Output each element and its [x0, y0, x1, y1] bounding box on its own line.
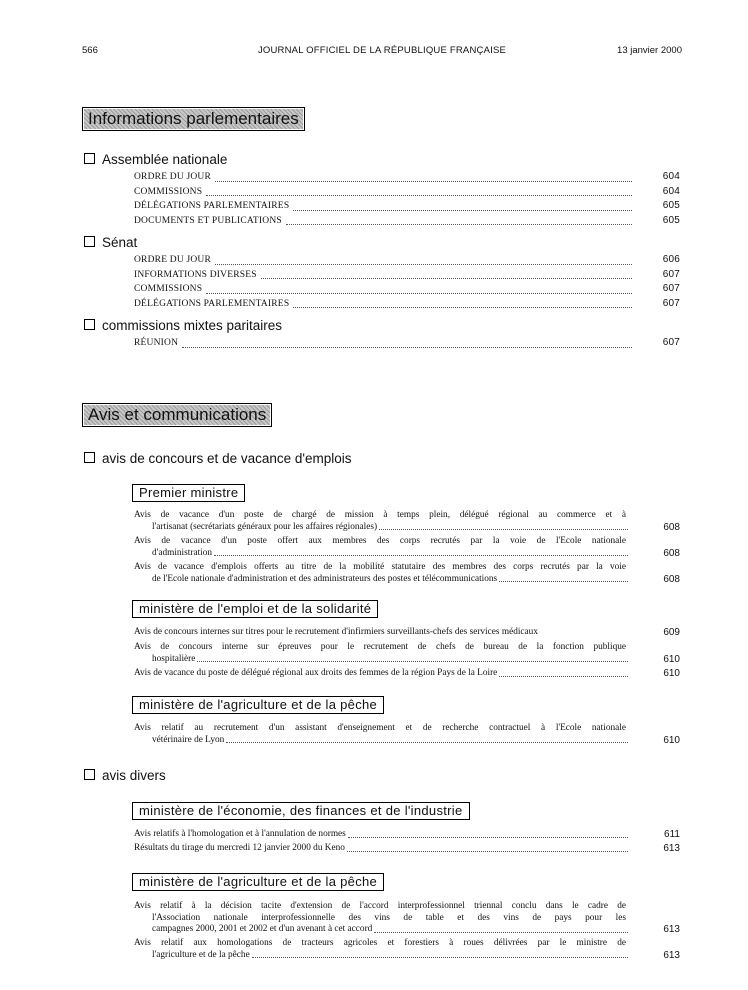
toc-page: 605 [662, 214, 680, 226]
toc-row[interactable] [134, 268, 680, 283]
entry-page: 611 [664, 829, 680, 840]
entry-line: Avis de concours internes sur titres pour le recrutement d'infirmiers surveillants-chefs des services médicaux [134, 627, 538, 637]
entry[interactable] [134, 843, 680, 855]
toc-label: DÉLÉGATIONS PARLEMENTAIRES [134, 201, 290, 211]
toc-label: COMMISSIONS [134, 284, 203, 294]
toc-page: 604 [662, 171, 680, 182]
toc-label: COMMISSIONS [134, 186, 203, 197]
toc-page: 607 [662, 337, 680, 348]
entry-line: hospitalière [152, 653, 196, 664]
heading-text: commissions mixtes paritaires [102, 318, 283, 333]
running-header [82, 45, 682, 59]
entry-page: 610 [663, 734, 680, 746]
checkbox-square-icon [84, 769, 95, 780]
dot-leader [499, 581, 628, 582]
checkbox-square-icon [84, 153, 95, 164]
entry-line: Avis de vacance d'emplois offerts au titre de la mobilité statutaire des membres des corps recrutés par la voie [134, 562, 626, 572]
entry-line: Avis de vacance du poste de délégué régional aux droits des femmes de la région Pays de la Loire [134, 668, 498, 678]
entry[interactable] [134, 901, 680, 936]
ministry-agriculture-peche: ministère de l'agriculture et de la pêche [132, 696, 384, 714]
toc-page: 604 [662, 185, 680, 197]
toc-row[interactable] [134, 199, 680, 214]
page-number: 566 [82, 45, 98, 56]
toc-row[interactable] [134, 297, 680, 312]
toc-row[interactable] [134, 214, 680, 229]
dot-leader [293, 210, 632, 211]
ministry-economie-finances: ministère de l'économie, des finances et de l'industrie [132, 802, 470, 820]
toc-row[interactable] [134, 282, 680, 297]
dot-leader [347, 851, 628, 852]
toc-label: RÉUNION [134, 338, 179, 348]
entry[interactable] [134, 627, 680, 639]
entry-line: Avis de concours interne sur épreuves pour le recrutement de chefs de bureau de la fonction publique [134, 642, 626, 652]
entry-page: 613 [663, 949, 680, 961]
entry-page: 609 [663, 627, 680, 638]
toc-label: ORDRE DU JOUR [134, 172, 212, 182]
entry-line: de l'Ecole nationale d'administration et des administrateurs des postes et télécommunications [152, 573, 498, 584]
dot-leader [206, 195, 632, 196]
heading-commissions-mixtes [84, 318, 282, 334]
entry-line: Avis relatifs à l'homologation et à l'annulation de normes [134, 829, 346, 839]
entry-line: campagnes 2000, 2001 et 2002 et d'un avenant à cet accord [152, 924, 373, 934]
dot-leader [214, 555, 628, 556]
toc-assemblee-nationale [134, 170, 680, 228]
dot-leader [182, 347, 632, 348]
toc-senat [134, 253, 680, 311]
heading-text: avis de concours et de vacance d'emplois [102, 451, 352, 466]
dot-leader [206, 293, 632, 294]
heading-concours [84, 451, 351, 467]
dot-leader [286, 224, 632, 225]
journal-title: JOURNAL OFFICIEL DE LA RÉPUBLIQUE FRANÇAISE [257, 45, 507, 56]
entry-page: 613 [663, 924, 680, 935]
ministry-premier-ministre: Premier ministre [132, 484, 245, 502]
entry[interactable] [134, 723, 680, 746]
heading-senat [84, 235, 137, 251]
entry-line: Avis de vacance d'un poste de chargé de mission à temps plein, délégué régional au commerce et à [134, 510, 626, 520]
entry[interactable] [134, 829, 680, 841]
dot-leader [226, 742, 628, 743]
toc-row[interactable] [134, 170, 680, 185]
dot-leader [374, 932, 628, 933]
toc-page: 607 [662, 268, 680, 280]
toc-label: DOCUMENTS ET PUBLICATIONS [134, 215, 282, 226]
entry-line: Résultats du tirage du mercredi 12 janvier 2000 du Keno [134, 843, 345, 853]
dot-leader [215, 264, 632, 265]
entry[interactable] [134, 642, 680, 665]
toc-page: 607 [662, 297, 680, 309]
entry-line: Avis de vacance d'un poste offert aux membres des corps recrutés par la voie de l'Ecole nationale [134, 536, 626, 546]
section-band-parlementaires: Informations parlementaires [82, 107, 305, 131]
checkbox-square-icon [84, 319, 95, 330]
entry-page: 608 [663, 547, 680, 559]
entry-line: Avis relatif au recrutement d'un assistant d'enseignement et de recherche contractuel à l'Ecole nationale [134, 723, 626, 733]
dot-leader [499, 676, 628, 677]
entry-line: d'administration [152, 547, 213, 558]
ministry-agriculture-peche: ministère de l'agriculture et de la pêche [132, 873, 384, 891]
entry-page: 613 [663, 843, 680, 854]
entry[interactable] [134, 562, 680, 585]
dot-leader [215, 181, 632, 182]
entry-page: 608 [663, 521, 680, 533]
ministry-emploi-solidarite: ministère de l'emploi et de la solidarité [132, 600, 378, 618]
dot-leader [197, 661, 628, 662]
dot-leader [261, 278, 632, 279]
toc-row[interactable] [134, 253, 680, 268]
entry[interactable] [134, 938, 680, 961]
toc-label: DÉLÉGATIONS PARLEMENTAIRES [134, 298, 290, 309]
dot-leader [293, 307, 632, 308]
heading-text: avis divers [102, 768, 166, 783]
entry-line: l'agriculture et de la pêche [152, 949, 250, 960]
entry[interactable] [134, 536, 680, 559]
dot-leader [348, 837, 628, 838]
dot-leader [379, 529, 628, 530]
entry-line: Avis relatif aux homologations de tracteurs agricoles et forestiers à roues délivrées par le ministre de [134, 938, 626, 948]
heading-text: Assemblée nationale [102, 152, 228, 167]
section-band-avis: Avis et communications [82, 403, 272, 427]
toc-page: 607 [662, 283, 680, 294]
checkbox-square-icon [84, 236, 95, 247]
entry[interactable] [134, 668, 680, 680]
entry-page: 608 [663, 573, 680, 585]
entry-page: 610 [663, 668, 680, 679]
toc-label: INFORMATIONS DIVERSES [134, 269, 257, 280]
entry[interactable] [134, 510, 680, 533]
heading-avis-divers [84, 768, 166, 784]
checkbox-square-icon [84, 452, 95, 463]
issue-date: 13 janvier 2000 [617, 45, 682, 56]
entry-page: 610 [663, 653, 680, 665]
entry-line: l'Association nationale interprofessionnelle des vins de table et des vins de pays pour les [152, 912, 626, 923]
dot-leader [252, 957, 628, 958]
heading-assemblee-nationale [84, 152, 227, 168]
toc-commissions-mixtes [134, 336, 680, 351]
toc-row[interactable] [134, 336, 680, 351]
toc-page: 606 [662, 254, 680, 265]
entry-line: vétérinaire de Lyon [152, 734, 225, 745]
heading-text: Sénat [102, 235, 138, 250]
toc-label: ORDRE DU JOUR [134, 255, 212, 265]
entry-line: l'artisanat (secrétariats généraux pour les affaires régionales) [152, 521, 378, 532]
toc-row[interactable] [134, 185, 680, 200]
entry-line: Avis relatif à la décision tacite d'extension de l'accord interprofessionnel triennal conclu dans le cadre de [134, 901, 626, 911]
toc-page: 605 [662, 200, 680, 211]
